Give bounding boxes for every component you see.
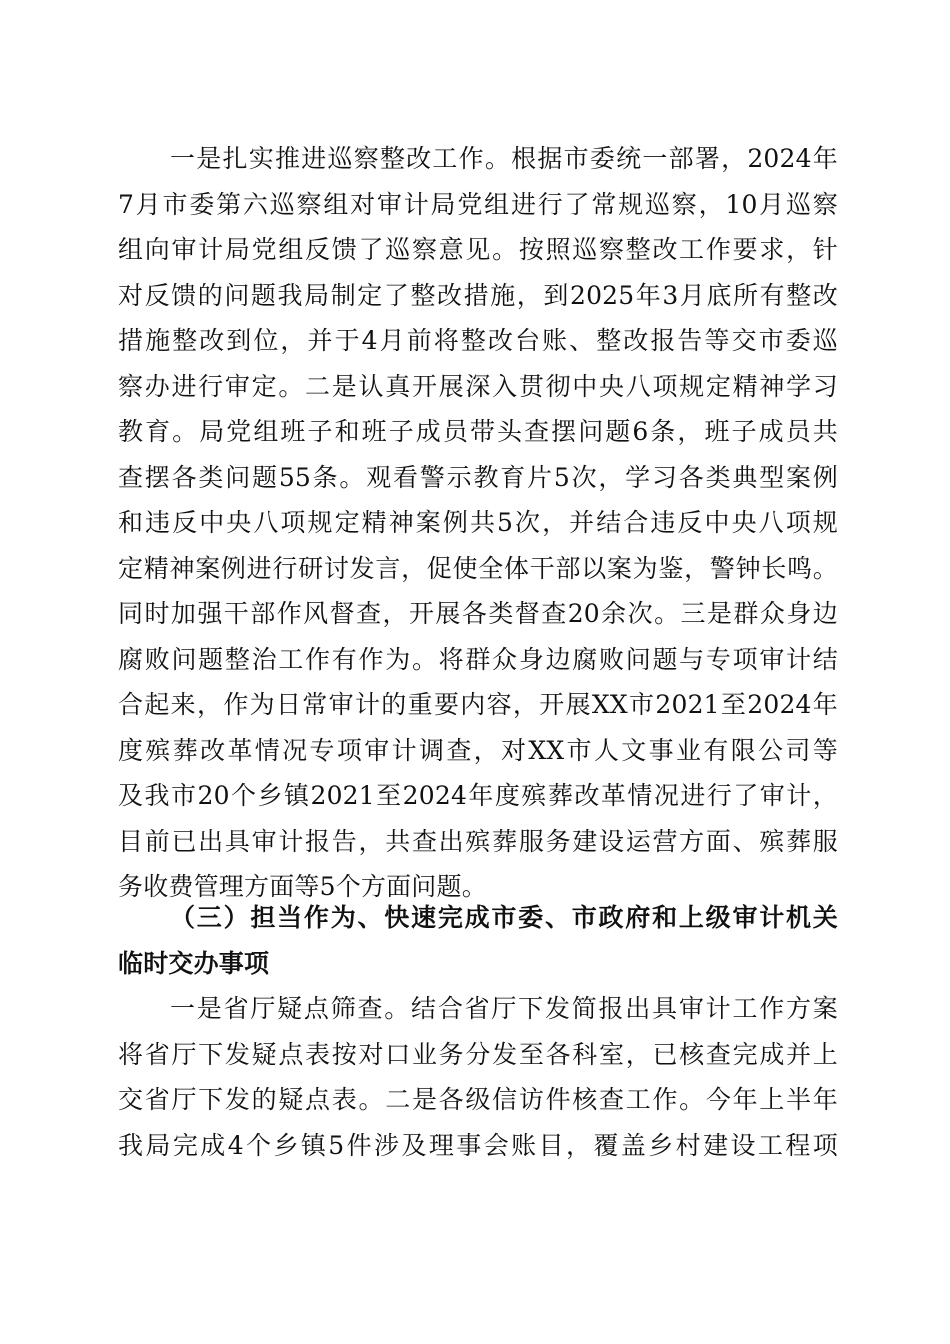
paragraph-line: 我局完成4个乡镇5件涉及理事会账目，覆盖乡村建设工程项 (118, 1130, 838, 1160)
paragraph-line: 定精神案例进行研讨发言，促使全体干部以案为鉴，警钟长鸣。 (118, 553, 838, 583)
paragraph-line: 同时加强干部作风督查，开展各类督查20余次。三是群众身边 (118, 599, 838, 628)
paragraph-line: 查摆各类问题55条。观看警示教育片5次，学习各类典型案例 (118, 462, 838, 492)
paragraph-line: 7月市委第六巡察组对审计局党组进行了常规巡察，10月巡察 (118, 189, 838, 219)
paragraph-line: 察办进行审定。二是认真开展深入贯彻中央八项规定精神学习 (118, 371, 838, 401)
paragraph-line: 交省厅下发的疑点表。二是各级信访件核查工作。今年上半年 (118, 1085, 838, 1114)
paragraph-line: 一是省厅疑点筛查。结合省厅下发简报出具审计工作方案 (170, 994, 838, 1023)
section-heading (118, 895, 838, 986)
paragraph-line: 目前已出具审计报告，共查出殡葬服务建设运营方面、殡葬服 (118, 826, 838, 856)
paragraph-line: 一是扎实推进巡察整改工作。根据市委统一部署，2024年 (170, 144, 838, 173)
paragraph-line: 务收费管理方面等5个方面问题。 (118, 872, 487, 901)
heading-line: （三）担当作为、快速完成市委、市政府和上级审计机关 (170, 903, 838, 932)
paragraph-line: 对反馈的问题我局制定了整改措施，到2025年3月底所有整改 (118, 280, 838, 310)
paragraph-line: 腐败问题整治工作有作为。将群众身边腐败问题与专项审计结 (118, 644, 838, 674)
paragraph-line: 及我市20个乡镇2021至2024年度殡葬改革情况进行了审计， (118, 781, 838, 810)
paragraph-line: 度殡葬改革情况专项审计调查，对XX市人文事业有限公司等 (118, 735, 838, 765)
paragraph-line: 将省厅下发疑点表按对口业务分发至各科室，已核查完成并上 (118, 1039, 838, 1069)
heading-line: 临时交办事项 (118, 948, 270, 978)
paragraph-line: 措施整改到位，并于4月前将整改台账、整改报告等交市委巡 (118, 326, 838, 355)
paragraph-line: 合起来，作为日常审计的重要内容，开展XX市2021至2024年 (118, 690, 838, 719)
paragraph-line: 教育。局党组班子和班子成员带头查摆问题6条，班子成员共 (118, 417, 838, 446)
body-paragraph-rectification (118, 136, 838, 910)
paragraph-line: 组向审计局党组反馈了巡察意见。按照巡察整改工作要求，针 (118, 235, 838, 264)
body-paragraph-screening (118, 986, 838, 1168)
paragraph-line: 和违反中央八项规定精神案例共5次，并结合违反中央八项规 (118, 508, 838, 537)
